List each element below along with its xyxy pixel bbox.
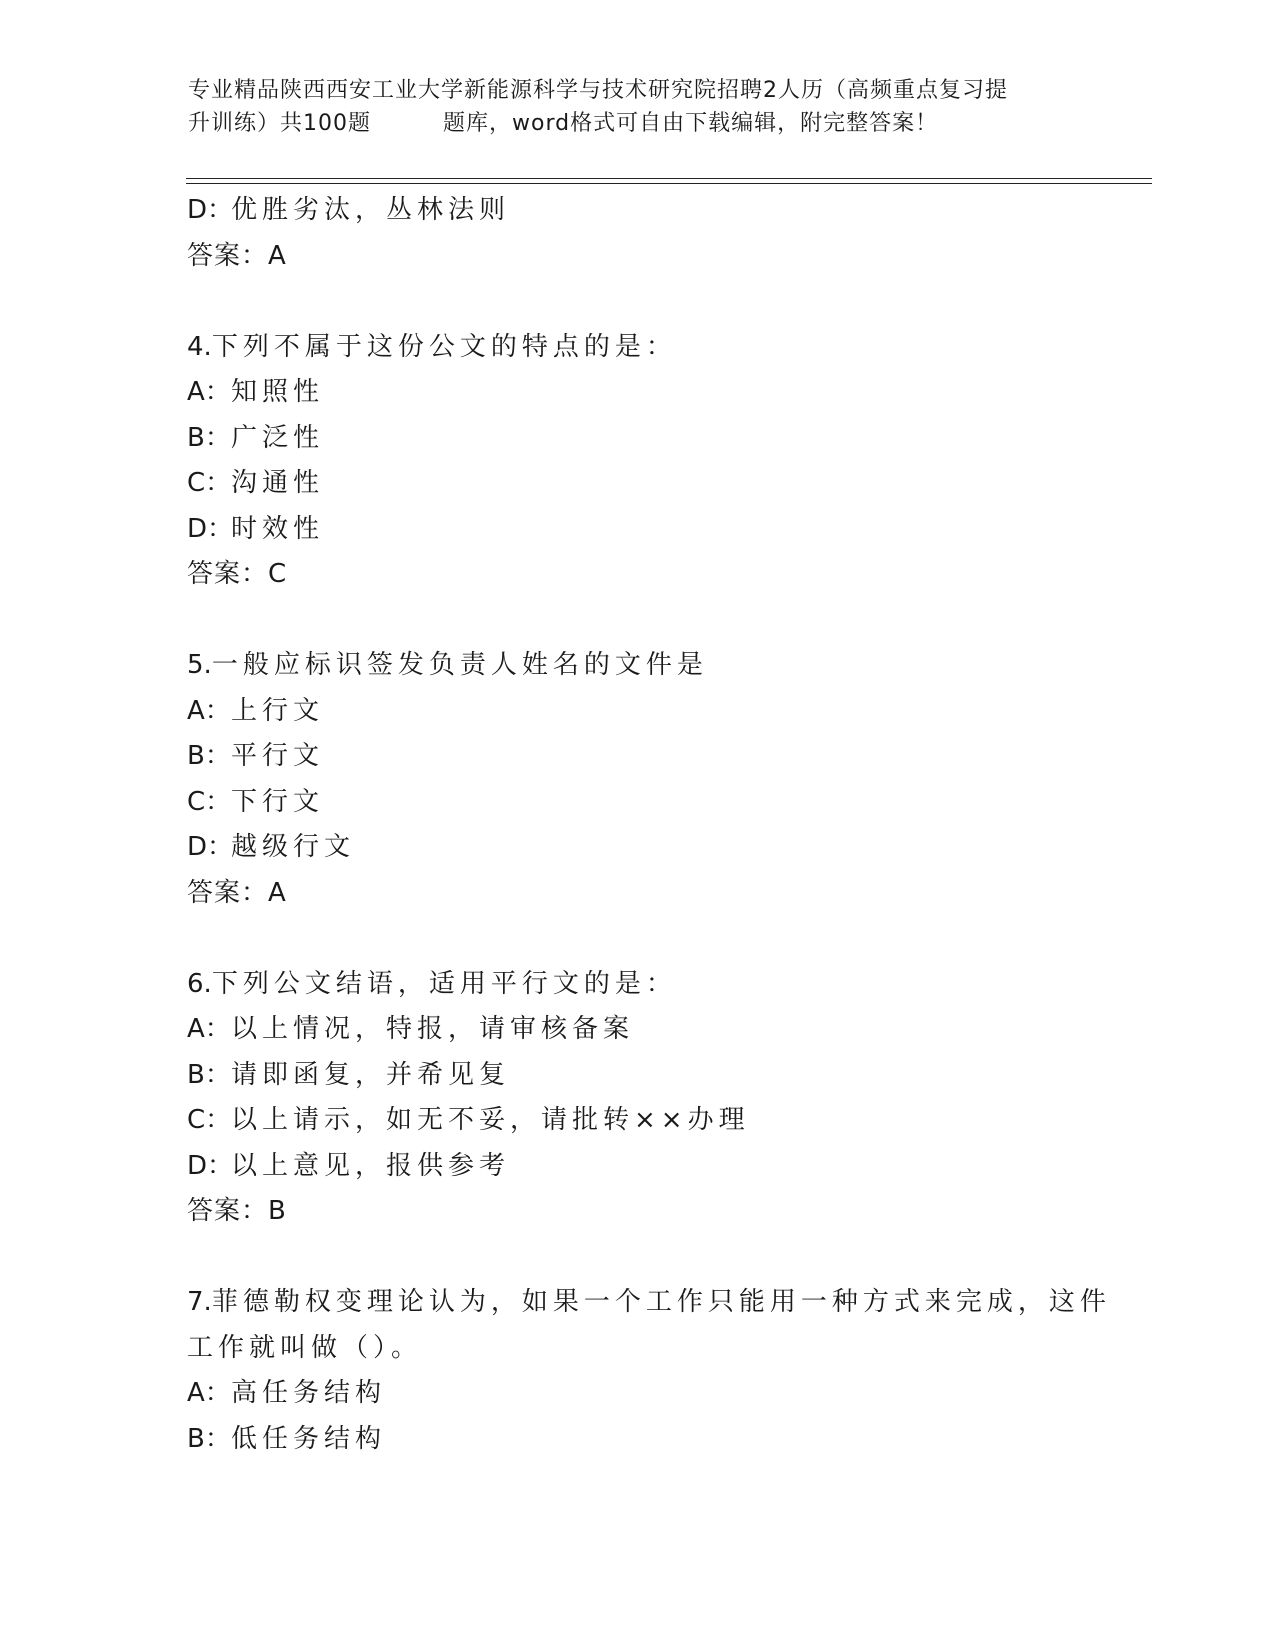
option-row	[187, 1053, 1137, 1099]
option-label: A：	[187, 377, 231, 407]
answer-line: 答案：A	[187, 240, 287, 271]
option-row	[187, 780, 1137, 826]
option-label: D：	[187, 832, 234, 862]
option-text: 广泛性	[231, 422, 325, 453]
option-label: B：	[187, 422, 231, 453]
question-number: 5.	[187, 650, 212, 680]
option-label: B：	[187, 1059, 231, 1090]
option-label: D：	[187, 513, 234, 544]
option-row	[187, 416, 1137, 462]
option-text: 以上意见，报供参考	[231, 1150, 511, 1181]
option-label: B：	[187, 741, 231, 771]
question-list	[187, 188, 1137, 1462]
question-text: 下列公文结语，适用平行文的是：	[211, 968, 677, 999]
option-text: 越级行文	[231, 832, 356, 862]
option-label: C：	[187, 786, 232, 817]
answer-line: 答案：A	[187, 877, 287, 908]
option-row	[187, 188, 1137, 234]
header-divider-top	[186, 178, 1152, 179]
option-text: 时效性	[231, 513, 325, 544]
option-row	[187, 734, 1137, 780]
option-text: 优胜劣汰，丛林法则	[231, 195, 511, 225]
option-row	[187, 825, 1137, 871]
question-5-stem	[187, 643, 1137, 689]
question-6-stem	[187, 962, 1137, 1008]
header-divider-bottom	[186, 183, 1152, 184]
option-label: B：	[187, 1423, 231, 1454]
header-title-line-2	[188, 107, 1088, 140]
option-row	[187, 1371, 1137, 1417]
option-row	[187, 461, 1137, 507]
option-row	[187, 370, 1137, 416]
option-row	[187, 1007, 1137, 1053]
spacer	[187, 279, 1137, 325]
header-title-line-1: 专业精品陕西西安工业大学新能源科学与技术研究院招聘2人历（高频重点复习提	[188, 78, 1008, 103]
option-text: 高任务结构	[231, 1378, 387, 1408]
option-label: A：	[187, 1378, 231, 1408]
question-7-stem	[187, 1280, 1137, 1326]
question-text: 下列不属于这份公文的特点的是：	[211, 331, 677, 362]
option-text: 知照性	[231, 377, 325, 407]
option-text: 平行文	[231, 741, 325, 771]
header-title-line-2-left: 升训练）共100题	[188, 111, 371, 136]
question-text: 一般应标识签发负责人姓名的文件是	[211, 650, 708, 680]
option-label: A：	[187, 1014, 231, 1044]
answer-line: 答案：C	[187, 559, 288, 589]
question-number: 6.	[187, 968, 212, 999]
spacer	[187, 916, 1137, 962]
spacer	[187, 598, 1137, 644]
option-row	[187, 1144, 1137, 1190]
option-label: A：	[187, 695, 231, 726]
question-7-stem-continued: 工作就叫做（）。	[187, 1332, 423, 1363]
question-number: 7.	[187, 1287, 212, 1317]
option-row	[187, 689, 1137, 735]
option-text: 以上请示，如无不妥，请批转××办理	[231, 1105, 750, 1135]
option-row	[187, 1098, 1137, 1144]
answer-line: 答案：B	[187, 1196, 287, 1226]
option-row	[187, 1417, 1137, 1463]
spacer	[187, 1235, 1137, 1281]
option-label: D：	[187, 1150, 234, 1181]
header-title-line-2-right: 题库，word格式可自由下载编辑，附完整答案！	[443, 111, 939, 136]
question-number: 4.	[187, 331, 212, 362]
option-text: 沟通性	[231, 468, 325, 498]
page-header	[188, 74, 1088, 140]
option-text: 下行文	[231, 786, 325, 817]
option-label: D：	[187, 195, 234, 225]
option-label: C：	[187, 1105, 232, 1135]
option-text: 请即函复，并希见复	[231, 1059, 511, 1090]
question-text: 菲德勒权变理论认为，如果一个工作只能用一种方式来完成，这件	[211, 1287, 1111, 1317]
option-text: 上行文	[231, 695, 325, 726]
question-4-stem	[187, 325, 1137, 371]
option-text: 低任务结构	[231, 1423, 387, 1454]
option-text: 以上情况，特报，请审核备案	[231, 1014, 635, 1044]
option-row	[187, 507, 1137, 553]
option-label: C：	[187, 468, 232, 498]
